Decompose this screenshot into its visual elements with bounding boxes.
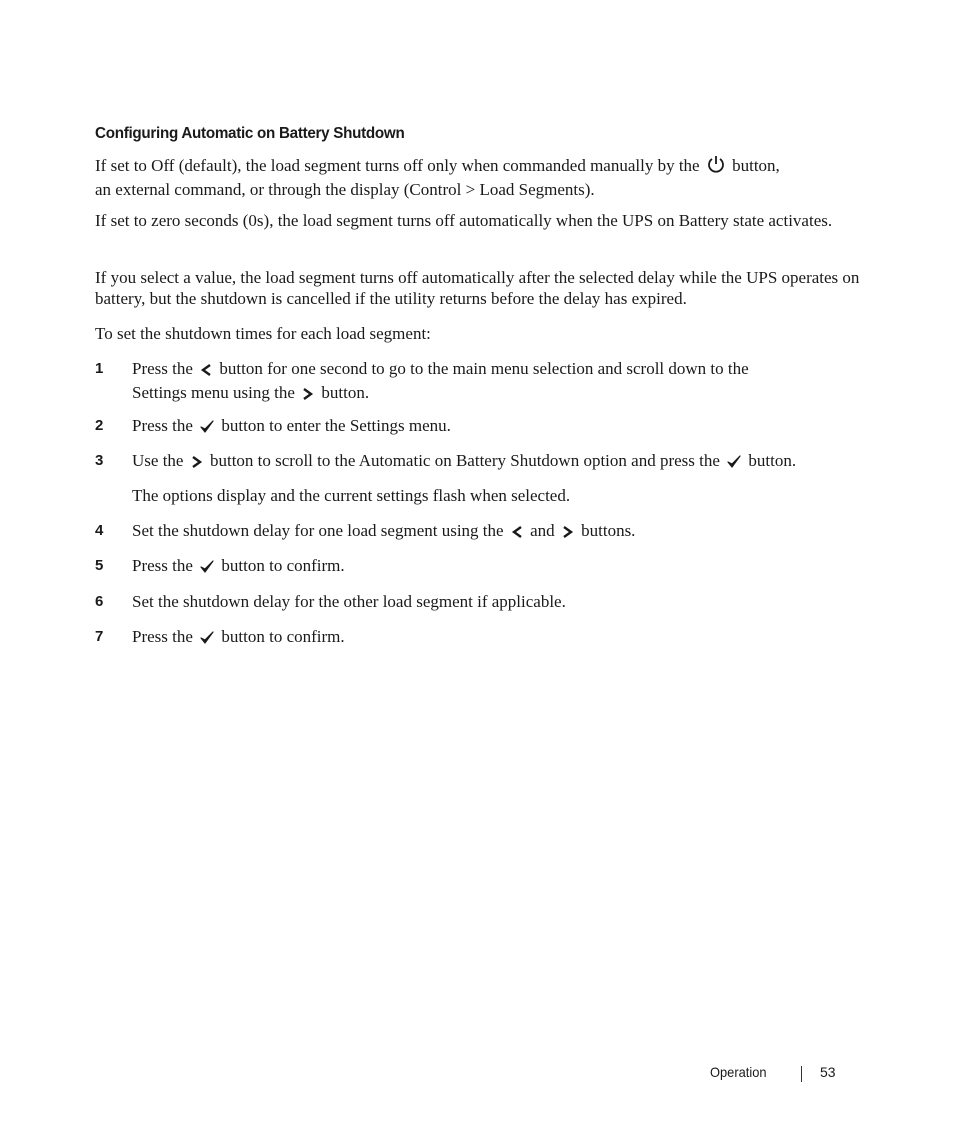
paragraph-off-text: If set to Off (default), the load segment turns off only when commanded manually by the bbox=[95, 156, 700, 175]
footer-section-label: Operation bbox=[710, 1064, 767, 1080]
list-item bbox=[95, 555, 865, 576]
step-text: Press the bbox=[132, 416, 193, 435]
step-number: 4 bbox=[95, 522, 104, 539]
section-heading: Configuring Automatic on Battery Shutdown bbox=[95, 125, 405, 142]
step-text: button to confirm. bbox=[221, 627, 345, 646]
list-item bbox=[95, 358, 865, 400]
chevron-right-icon bbox=[562, 523, 574, 544]
paragraph-zero-seconds: If set to zero seconds (0s), the load segment turns off automatically when the UPS on Battery state activates. bbox=[95, 211, 833, 230]
chevron-left-icon bbox=[511, 523, 523, 544]
footer-divider bbox=[801, 1066, 802, 1082]
paragraph-off-default bbox=[95, 154, 865, 200]
step-text: button to enter the Settings menu. bbox=[221, 416, 451, 435]
paragraph-off-text-line2: an external command, or through the display (Control > Load Segments). bbox=[95, 180, 595, 199]
step-text: button to scroll to the Automatic on Battery Shutdown option and press the bbox=[209, 451, 720, 470]
step-text: Use the bbox=[132, 451, 184, 470]
step-text: button. bbox=[321, 383, 370, 402]
step-number: 1 bbox=[95, 360, 104, 377]
checkmark-icon bbox=[727, 453, 741, 474]
checkmark-icon bbox=[200, 629, 214, 650]
step-text: Press the bbox=[132, 556, 193, 575]
step-text: button to confirm. bbox=[221, 556, 345, 575]
paragraph-off-button-word: button, bbox=[732, 156, 780, 175]
chevron-right-icon bbox=[191, 453, 203, 474]
list-item bbox=[95, 520, 865, 541]
paragraph-select-value: If you select a value, the load segment turns off automatically after the selected delay while the UPS operates on battery, but the shutdown is cancelled if the utility returns before the delay has expired. bbox=[95, 268, 860, 308]
list-item bbox=[95, 626, 865, 647]
step-number: 3 bbox=[95, 452, 104, 469]
page-number: 53 bbox=[820, 1064, 836, 1080]
chevron-right-icon bbox=[302, 385, 314, 406]
step-text: Set the shutdown delay for one load segment using the bbox=[132, 521, 504, 540]
step-text: Set the shutdown delay for the other load segment if applicable. bbox=[132, 592, 566, 611]
step-text: buttons. bbox=[581, 521, 636, 540]
step-number: 7 bbox=[95, 628, 104, 645]
step-text: button. bbox=[748, 451, 797, 470]
list-item bbox=[95, 450, 865, 471]
list-item bbox=[95, 415, 865, 436]
paragraph-intro-steps: To set the shutdown times for each load segment: bbox=[95, 324, 431, 343]
step-number: 6 bbox=[95, 593, 104, 610]
step-number: 2 bbox=[95, 417, 104, 434]
step-text: Press the bbox=[132, 359, 193, 378]
checkmark-icon bbox=[200, 558, 214, 579]
step-text: Press the bbox=[132, 627, 193, 646]
power-icon bbox=[707, 154, 725, 179]
step-text: and bbox=[530, 521, 555, 540]
step-text: button for one second to go to the main menu selection and scroll down to the bbox=[219, 359, 749, 378]
step-number: 5 bbox=[95, 557, 104, 574]
step-text: Settings menu using the bbox=[132, 383, 295, 402]
chevron-left-icon bbox=[200, 361, 212, 382]
list-item bbox=[95, 591, 865, 612]
step-note: The options display and the current settings flash when selected. bbox=[132, 486, 571, 505]
checkmark-icon bbox=[200, 418, 214, 439]
